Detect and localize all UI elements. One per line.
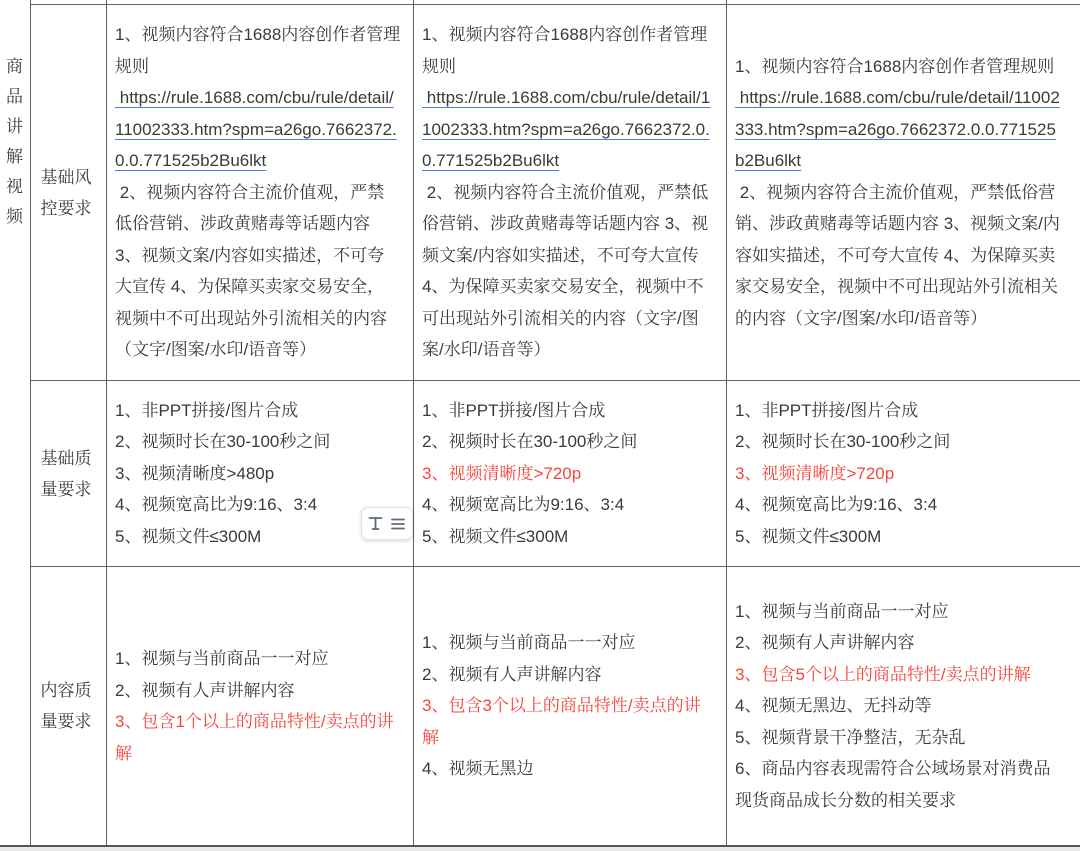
requirement-line: 1、视频内容符合1688内容创作者管理规则 — [422, 25, 708, 76]
requirement-line: 5、视频文件≤300M — [422, 526, 569, 546]
requirement-line: 2、视频时长在30-100秒之间 — [115, 432, 331, 452]
requirement-line: 2、视频有人声讲解内容 — [115, 680, 295, 700]
cell-risk-requirements-level2 — [414, 5, 726, 380]
requirement-line: 3、包含1个以上的商品特性/卖点的讲解 — [115, 712, 394, 763]
requirement-line: 1、视频与当前商品一一对应 — [735, 601, 949, 621]
requirement-line: 1、视频内容符合1688内容创作者管理规则 — [115, 25, 401, 76]
requirement-line: 5、视频文件≤300M — [115, 526, 262, 546]
requirement-line: 2、视频内容符合主流价值观，严禁低俗营销、涉政黄赌毒等话题内容 3、视频文案/内容如实描述，不可夸大宣传 4、为保障买卖家交易安全，视频中不可出现站外引流相关的内容（文字/图案/水印/语音等） — [115, 182, 387, 360]
requirement-line: 4、视频宽高比为9:16、3:4 — [422, 495, 625, 515]
rule-link[interactable]: https://rule.1688.com/cbu/rule/detail/11002333.htm?spm=a26go.7662372.0.0.771525b2Bu6lkt — [735, 88, 1060, 171]
requirement-line: 5、视频文件≤300M — [735, 526, 882, 546]
row-header-label: 基础风控要求 — [40, 167, 92, 218]
extract-text-icon[interactable] — [367, 515, 385, 533]
cell-content-quality-level1 — [107, 567, 413, 845]
rule-link[interactable]: https://rule.1688.com/cbu/rule/detail/11002333.htm?spm=a26go.7662372.0.0.771525b2Bu6lkt — [422, 88, 711, 171]
requirement-line: 3、视频清晰度>480p — [115, 463, 275, 483]
requirement-line: 3、包含5个以上的商品特性/卖点的讲解 — [735, 664, 1031, 684]
requirement-line: 2、视频内容符合主流价值观，严禁低俗营销、涉政黄赌毒等话题内容 3、视频文案/内容如实描述，不可夸大宣传 4、为保障买卖家交易安全，视频中不可出现站外引流相关的内容（文字/图案/水印/语音等） — [735, 182, 1060, 328]
row-header-basic-quality — [31, 381, 106, 566]
requirement-line: 4、视频无黑边 — [422, 759, 534, 779]
requirement-line: 2、视频时长在30-100秒之间 — [735, 432, 951, 452]
requirement-line: 1、非PPT拼接/图片合成 — [115, 400, 299, 420]
floating-text-toolbar — [361, 507, 413, 540]
requirement-line: 2、视频时长在30-100秒之间 — [422, 432, 638, 452]
requirement-line: 3、视频清晰度>720p — [735, 463, 895, 483]
rule-link[interactable]: https://rule.1688.com/cbu/rule/detail/11002333.htm?spm=a26go.7662372.0.0.771525b2Bu6lkt — [115, 88, 397, 171]
requirement-line: 2、视频有人声讲解内容 — [422, 664, 602, 684]
requirement-line: 5、视频背景干净整洁，无杂乱 — [735, 727, 966, 747]
requirement-line: 4、视频宽高比为9:16、3:4 — [115, 495, 318, 515]
row-header-label: 内容质量要求 — [40, 681, 92, 731]
cell-content-quality-level2 — [414, 567, 726, 845]
requirement-line: 2、视频内容符合主流价值观，严禁低俗营销、涉政黄赌毒等话题内容 3、视频文案/内容如实描述，不可夸大宣传 4、为保障买卖家交易安全，视频中不可出现站外引流相关的内容（文字/图案/水印/语音等） — [422, 182, 709, 360]
row-group-label: 商品讲解视频 — [6, 57, 23, 226]
cell-risk-requirements-level3 — [727, 5, 1080, 380]
requirement-line: 1、非PPT拼接/图片合成 — [422, 400, 606, 420]
requirement-line: 6、商品内容表现需符合公域场景对消费品现货商品成长分数的相关要求 — [735, 759, 1051, 810]
menu-icon[interactable] — [389, 515, 407, 533]
cell-risk-requirements-level1 — [107, 5, 413, 380]
requirement-line: 3、视频清晰度>720p — [422, 463, 582, 483]
row-header-label: 基础质量要求 — [40, 448, 92, 499]
requirement-line: 3、包含3个以上的商品特性/卖点的讲解 — [422, 696, 701, 747]
requirement-line: 1、非PPT拼接/图片合成 — [735, 400, 919, 420]
row-header-risk-control — [31, 5, 106, 380]
cell-basic-quality-level2 — [414, 381, 726, 566]
requirement-line: 1、视频与当前商品一一对应 — [422, 633, 636, 653]
requirement-line: 2、视频有人声讲解内容 — [735, 633, 915, 653]
requirement-line: 1、视频内容符合1688内容创作者管理规则 — [735, 56, 1055, 76]
cell-basic-quality-level3 — [727, 381, 1080, 566]
row-header-content-quality — [31, 567, 106, 845]
requirement-line: 4、视频无黑边、无抖动等 — [735, 696, 932, 716]
row-group-cell — [0, 0, 30, 845]
requirement-line: 4、视频宽高比为9:16、3:4 — [735, 495, 938, 515]
requirement-line: 1、视频与当前商品一一对应 — [115, 649, 329, 668]
cell-content-quality-level3 — [727, 567, 1080, 845]
page-background-strip — [0, 847, 1080, 851]
